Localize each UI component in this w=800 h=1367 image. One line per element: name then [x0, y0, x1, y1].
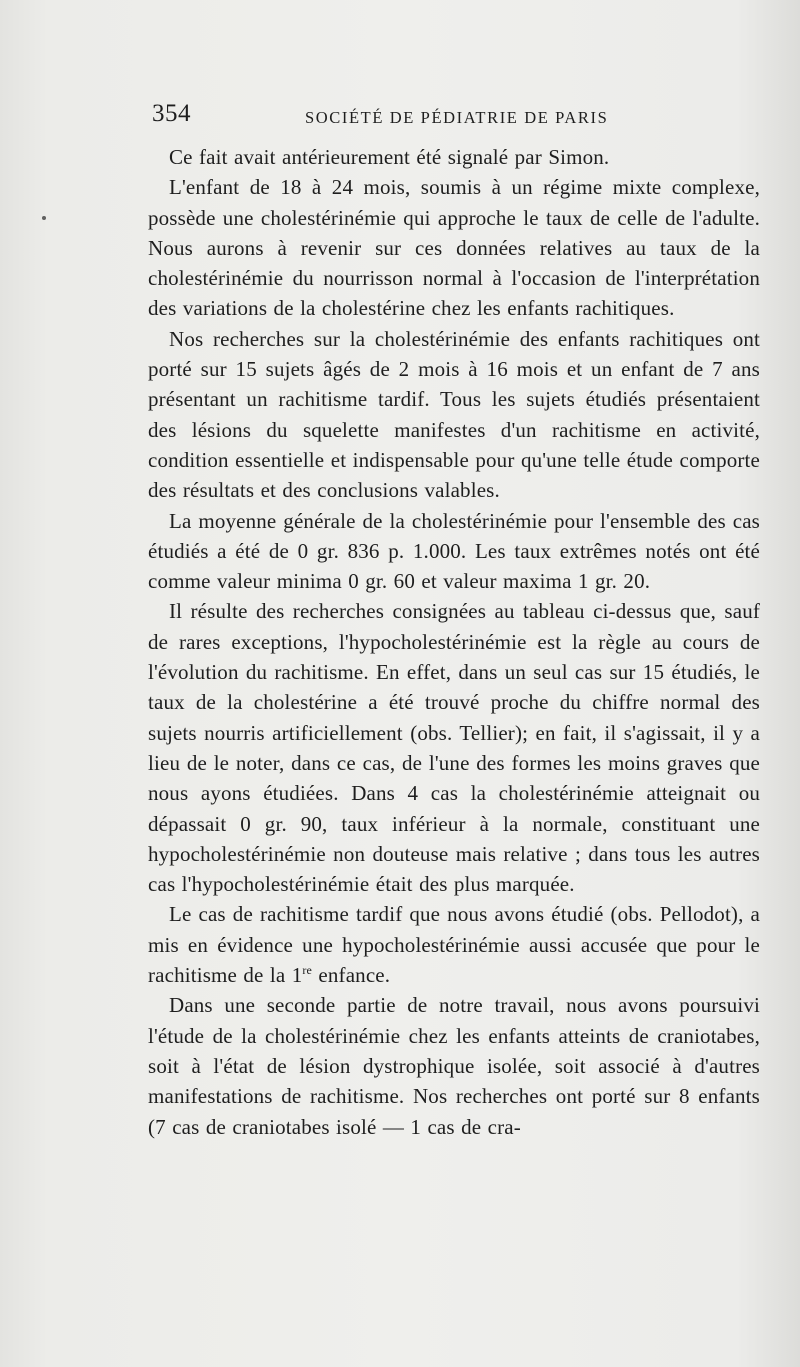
dust-speck — [42, 216, 46, 220]
paragraph-6 — [148, 899, 760, 990]
paragraph-5: Il résulte des recherches consignées au tableau ci-dessus que, sauf de rares exceptions, l'hypocholestérinémie est la règle au cours de l'évolution du rachitisme. En effet, dans un seul cas sur 15 étudiés, le taux de la cholestérine a été trouvé proche du chiffre normal des sujets nourris artificiellement (obs. Tellier); en fait, il s'agissait, il y a lieu de le noter, dans ce cas, de l'une des formes les moins graves que nous ayons étudiées. Dans 4 cas la cholestérinémie atteignait ou dépassait 0 gr. 90, taux inférieur à la normale, constituant une hypocholestérinémie non douteuse mais relative ; dans tous les autres cas l'hypocholestérinémie était des plus marquée. — [148, 599, 760, 897]
paragraph-3: Nos recherches sur la cholestérinémie des enfants rachitiques ont porté sur 15 sujets âgés de 2 mois à 16 mois et un enfant de 7 ans présentant un rachitisme tardif. Tous les sujets étudiés présentaient des lésions du squelette manifestes d'un rachitisme en activité, condition essentielle et indispensable pour qu'une telle étude comporte des résultats et des conclusions valables. — [148, 326, 760, 503]
paragraph-6-tail: enfance. — [312, 963, 391, 988]
paragraph-1: Ce fait avait antérieurement été signalé par Simon. — [169, 145, 610, 169]
page-header — [152, 100, 762, 136]
paragraph-6-text: Le cas de rachitisme tardif que nous avons étudié (obs. Pellodot), a mis en évidence une hypocholestérinémie aussi accusée que pour le rachitisme de la 1 — [148, 902, 760, 988]
ordinal-superscript: re — [302, 963, 313, 978]
page-number: 354 — [152, 100, 191, 127]
running-head: SOCIÉTÉ DE PÉDIATRIE DE PARIS — [305, 108, 609, 127]
paragraph-2: L'enfant de 18 à 24 mois, soumis à un régime mixte complexe, possède une cholestérinémie qui approche le taux de celle de l'adulte. Nous aurons à revenir sur ces données relatives au taux de la cholestérinémie du nourrisson normal à l'occasion de l'interprétation des variations de la cholestérine chez les enfants rachitiques. — [148, 175, 760, 321]
body-text — [148, 142, 760, 1142]
paragraph-7: Dans une seconde partie de notre travail, nous avons poursuivi l'étude de la cholestérinémie chez les enfants atteints de craniotabes, soit à l'état de lésion dystrophique isolée, soit associé à d'autres manifestations de rachitisme. Nos recherches ont porté sur 8 enfants (7 cas de craniotabes isolé — 1 cas de cra- — [148, 993, 760, 1139]
paragraph-4: La moyenne générale de la cholestérinémie pour l'ensemble des cas étudiés a été de 0 gr. 836 p. 1.000. Les taux extrêmes notés ont été comme valeur minima 0 gr. 60 et valeur maxima 1 gr. 20. — [148, 508, 760, 594]
